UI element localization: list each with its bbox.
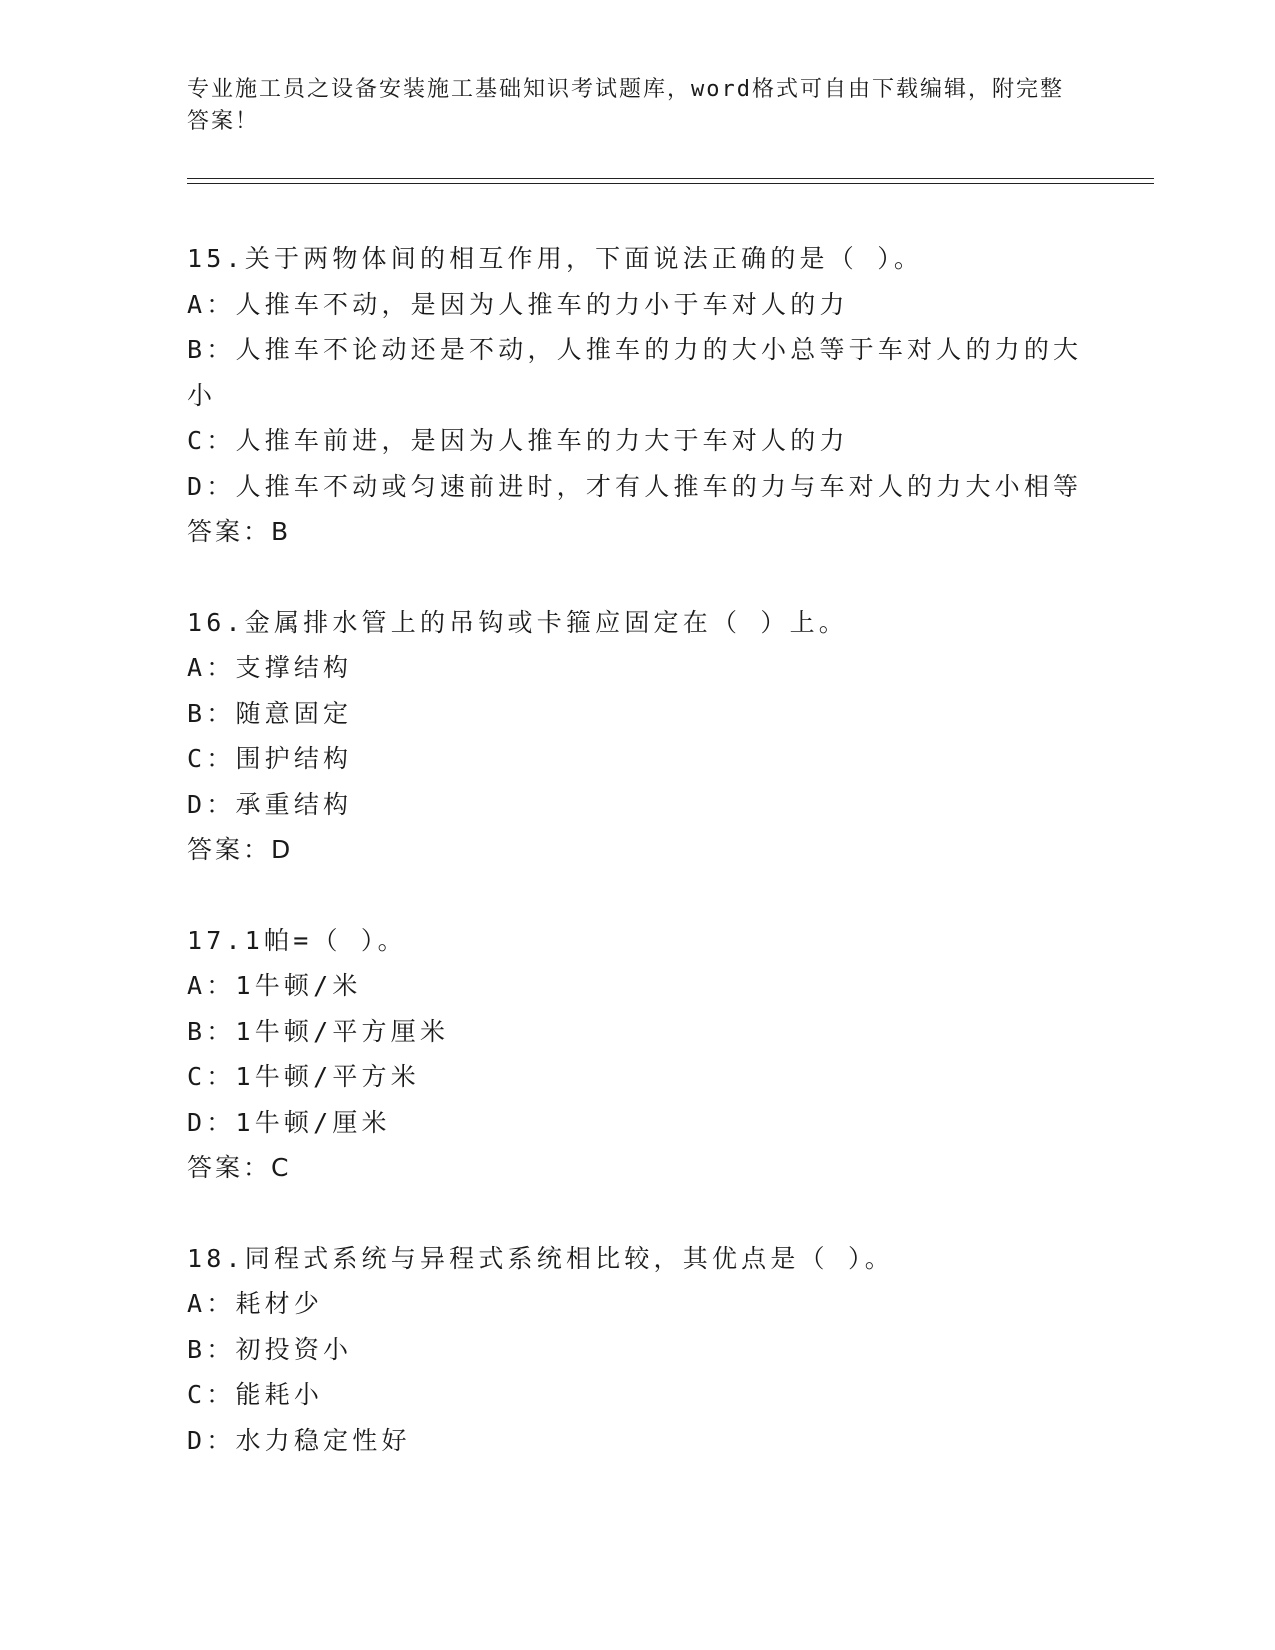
question-17 [187, 918, 1087, 1191]
option-d: D：承重结构 [187, 789, 353, 819]
option-b: B：1牛顿/平方厘米 [187, 1016, 450, 1046]
option-c: C：人推车前进，是因为人推车的力大于车对人的力 [187, 426, 849, 455]
question-16 [187, 600, 1087, 873]
question-15 [187, 236, 1087, 555]
option-d: D：水力稳定性好 [187, 1425, 411, 1455]
option-a: A：耗材少 [187, 1289, 324, 1318]
option-c: C：能耗小 [187, 1380, 324, 1409]
option-a: A：1牛顿/米 [187, 971, 362, 1000]
question-18 [187, 1236, 1087, 1464]
option-a: A：人推车不动，是因为人推车的力小于车对人的力 [187, 289, 849, 319]
option-d: D：1牛顿/厘米 [187, 1107, 391, 1137]
question-stem: 15.关于两物体间的相互作用，下面说法正确的是（ ）。 [187, 244, 924, 273]
option-a: A：支撑结构 [187, 653, 353, 682]
question-stem: 18.同程式系统与异程式系统相比较，其优点是（ ）。 [187, 1243, 894, 1273]
option-b: B：随意固定 [187, 698, 353, 728]
question-stem: 17.1帕=（ ）。 [187, 925, 407, 955]
answer-line: 答案：B [187, 517, 292, 546]
option-c: C：围护结构 [187, 744, 353, 773]
answer-line: 答案：D [187, 835, 294, 864]
option-d: D：人推车不动或匀速前进时，才有人推车的力与车对人的力大小相等 [187, 471, 1083, 501]
header-divider [187, 178, 1154, 184]
question-list [187, 236, 1087, 1508]
option-b: B：人推车不论动还是不动，人推车的力的大小总等于车对人的力的大小 [187, 335, 1083, 410]
document-header: 专业施工员之设备安装施工基础知识考试题库，word格式可自由下载编辑，附完整答案！ [187, 77, 1064, 134]
option-c: C：1牛顿/平方米 [187, 1062, 420, 1091]
answer-line: 答案：C [187, 1153, 292, 1182]
question-stem: 16.金属排水管上的吊钩或卡箍应固定在（ ）上。 [187, 607, 849, 637]
option-b: B：初投资小 [187, 1334, 353, 1364]
